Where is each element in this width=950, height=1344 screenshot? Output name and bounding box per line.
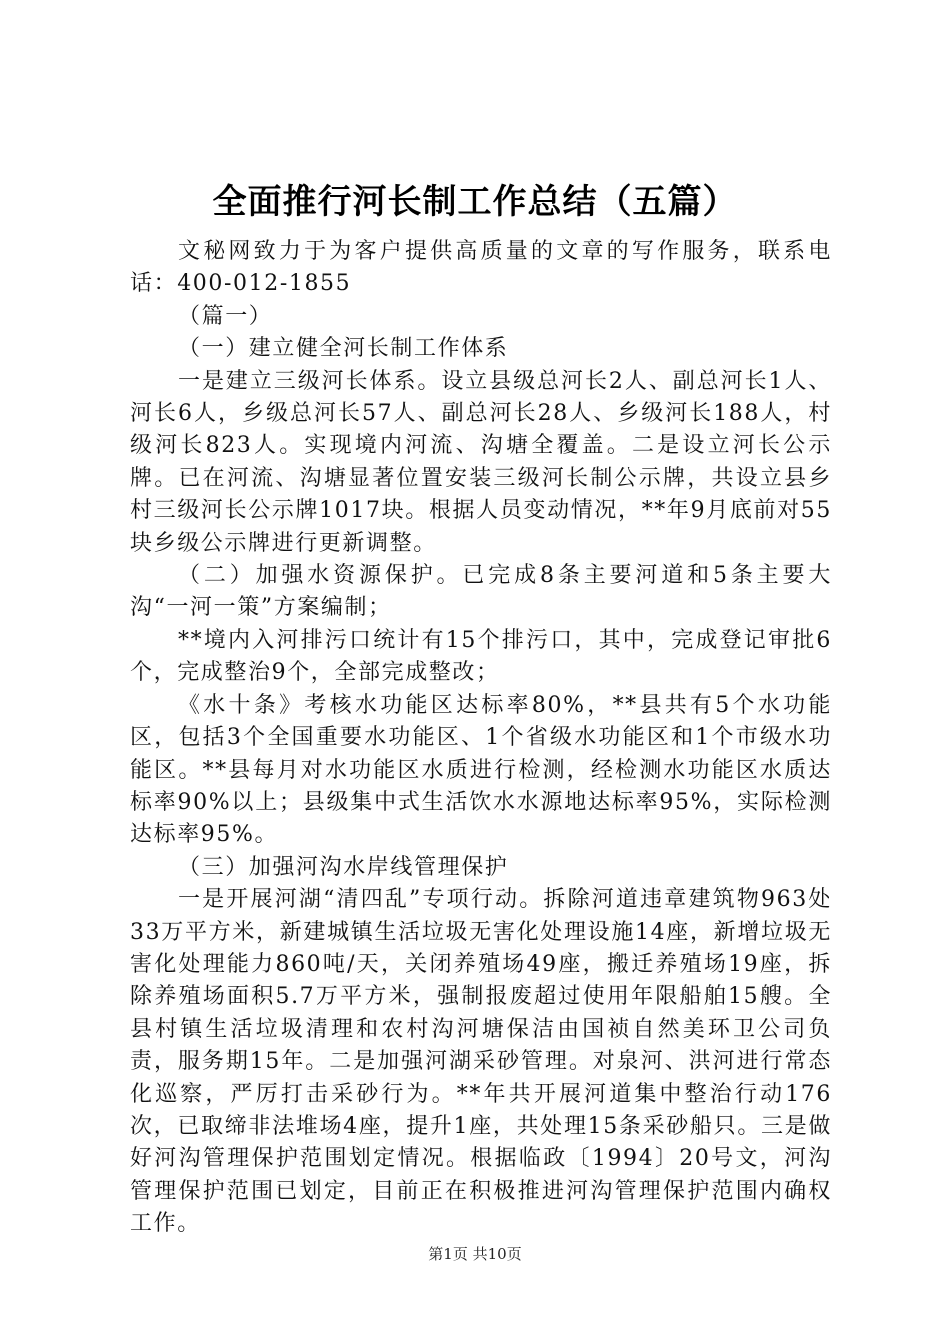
subheading-shoreline: （三）加强河沟水岸线管理保护 — [178, 854, 509, 880]
section-heading-part-one: （篇一） — [178, 303, 273, 329]
body-paragraph: 《水十条》考核水功能区达标率80%，**县共有5个水功能区，包括3个全国重要水功能区、1个省级水功能区和1个市级水功能区。**县每月对水功能区水质进行检测，经检测水功能区水质达标率90%以上；县级集中式生活饮水水源地达标率95%，实际检测达标率95%。 — [130, 692, 832, 848]
document-body — [130, 236, 832, 1241]
body-paragraph: 一是开展河湖“清四乱”专项行动。拆除河道违章建筑物963处33万平方米，新建城镇生活垃圾无害化处理设施14座，新增垃圾无害化处理能力860吨/天，关闭养殖场49座，搬迁养殖场19座，拆除养殖场面积5.7万平方米，强制报废超过使用年限船舶15艘。全县村镇生活垃圾清理和农村沟河塘保洁由国祯自然美环卫公司负责，服务期15年。二是加强河湖采砂管理。对泉河、洪河进行常态化巡察，严厉打击采砂行为。**年共开展河道集中整治行动176次，已取缔非法堆场4座，提升1座，共处理15条采砂船只。三是做好河沟管理保护范围划定情况。根据临政〔1994〕20号文，河沟管理保护范围已划定，目前正在积极推进河沟管理保护范围内确权工作。 — [130, 887, 832, 1237]
body-paragraph: 一是建立三级河长体系。设立县级总河长2人、副总河长1人、河长6人，乡级总河长57人、副总河长28人、乡级河长188人，村级河长823人。实现境内河流、沟塘全覆盖。二是设立河长公示牌。已在河流、沟塘显著位置安装三级河长制公示牌，共设立县乡村三级河长公示牌1017块。根据人员变动情况，**年9月底前对55块乡级公示牌进行更新调整。 — [130, 368, 832, 556]
page-number: 第1页 共10页 — [428, 1245, 522, 1263]
document-title: 全面推行河长制工作总结（五篇） — [212, 182, 738, 222]
subheading-system: （一）建立健全河长制工作体系 — [178, 336, 509, 362]
intro-paragraph: 文秘网致力于为客户提供高质量的文章的写作服务，联系电话：400-012-1855 — [130, 239, 832, 297]
body-paragraph: （二）加强水资源保护。已完成8条主要河道和5条主要大沟“一河一策”方案编制； — [130, 563, 832, 621]
body-paragraph: **境内入河排污口统计有15个排污口，其中，完成登记审批6个，完成整治9个，全部完成整改； — [130, 627, 832, 686]
